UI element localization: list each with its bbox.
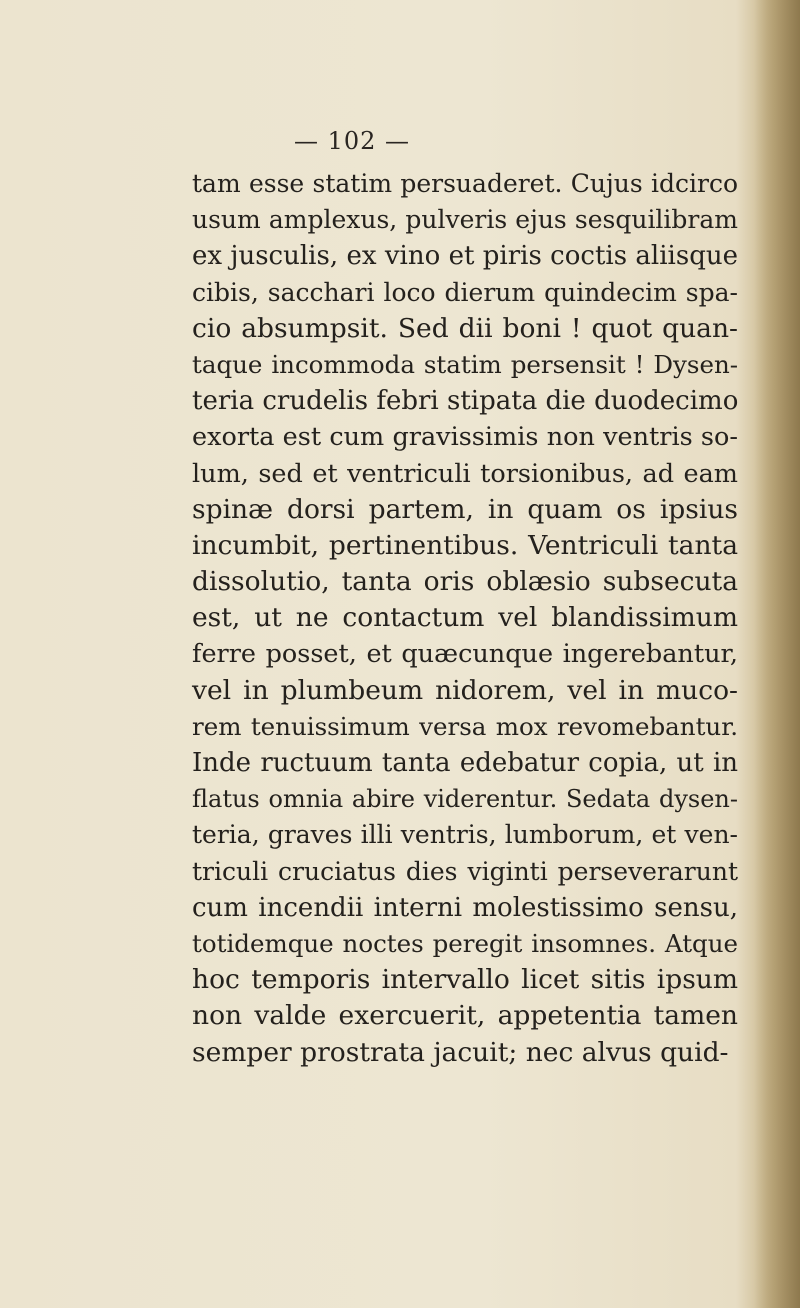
text-line: teria crudelis febri stipata die duodecimo [192,386,739,417]
text-line: cio absumpsit. Sed dii boni ! quot quan- [192,312,738,344]
text-line: incumbit, pertinentibus. Ventriculi tanta [192,529,738,561]
text-line: Inde ructuum tanta edebatur copia, ut in [192,748,738,778]
text-line: usum amplexus, pulveris ejus sesquilibram [192,205,738,235]
text-line: ex jusculis, ex vino et piris coctis aliisque [192,241,738,272]
text-line: semper prostrata jacuit; nec alvus quid- [192,1036,729,1068]
text-line: non valde exercuerit, appetentia tamen [192,1000,738,1032]
page-edge-shadow [754,0,800,1308]
text-line: cibis, sacchari loco dierum quindecim spa- [192,277,738,307]
text-line: totidemque noctes peregit insomnes. Atque [192,928,738,958]
text-line: lum, sed et ventriculi torsionibus, ad eam [192,458,738,489]
text-line: spinæ dorsi partem, in quam os ipsius [192,493,738,525]
page-number: — 102 — [293,127,411,155]
text-line: dissolutio, tanta oris oblæsio subsecuta [192,566,738,598]
text-line: triculi cruciatus dies viginti perseverarunt [192,856,738,886]
body-text [192,166,738,1071]
text-line: exorta est cum gravissimis non ventris so- [192,422,738,453]
text-line: cum incendii interni molestissimo sensu, [192,892,738,923]
text-line: teria, graves illi ventris, lumborum, et ven- [192,820,738,850]
text-line: hoc temporis intervallo licet sitis ipsum [192,964,738,996]
text-line: taque incommoda statim persensit ! Dysen- [192,349,738,379]
text-line: tam esse statim persuaderet. Cujus idcirco [192,169,738,198]
text-line: rem tenuissimum versa mox revomebantur. [192,711,738,741]
text-line: ferre posset, et quæcunque ingerebantur, [192,639,738,670]
text-line: flatus omnia abire viderentur. Sedata dysen- [192,785,738,814]
text-line: est, ut ne contactum vel blandissimum [192,602,738,634]
text-line: vel in plumbeum nidorem, vel in muco- [192,674,738,706]
